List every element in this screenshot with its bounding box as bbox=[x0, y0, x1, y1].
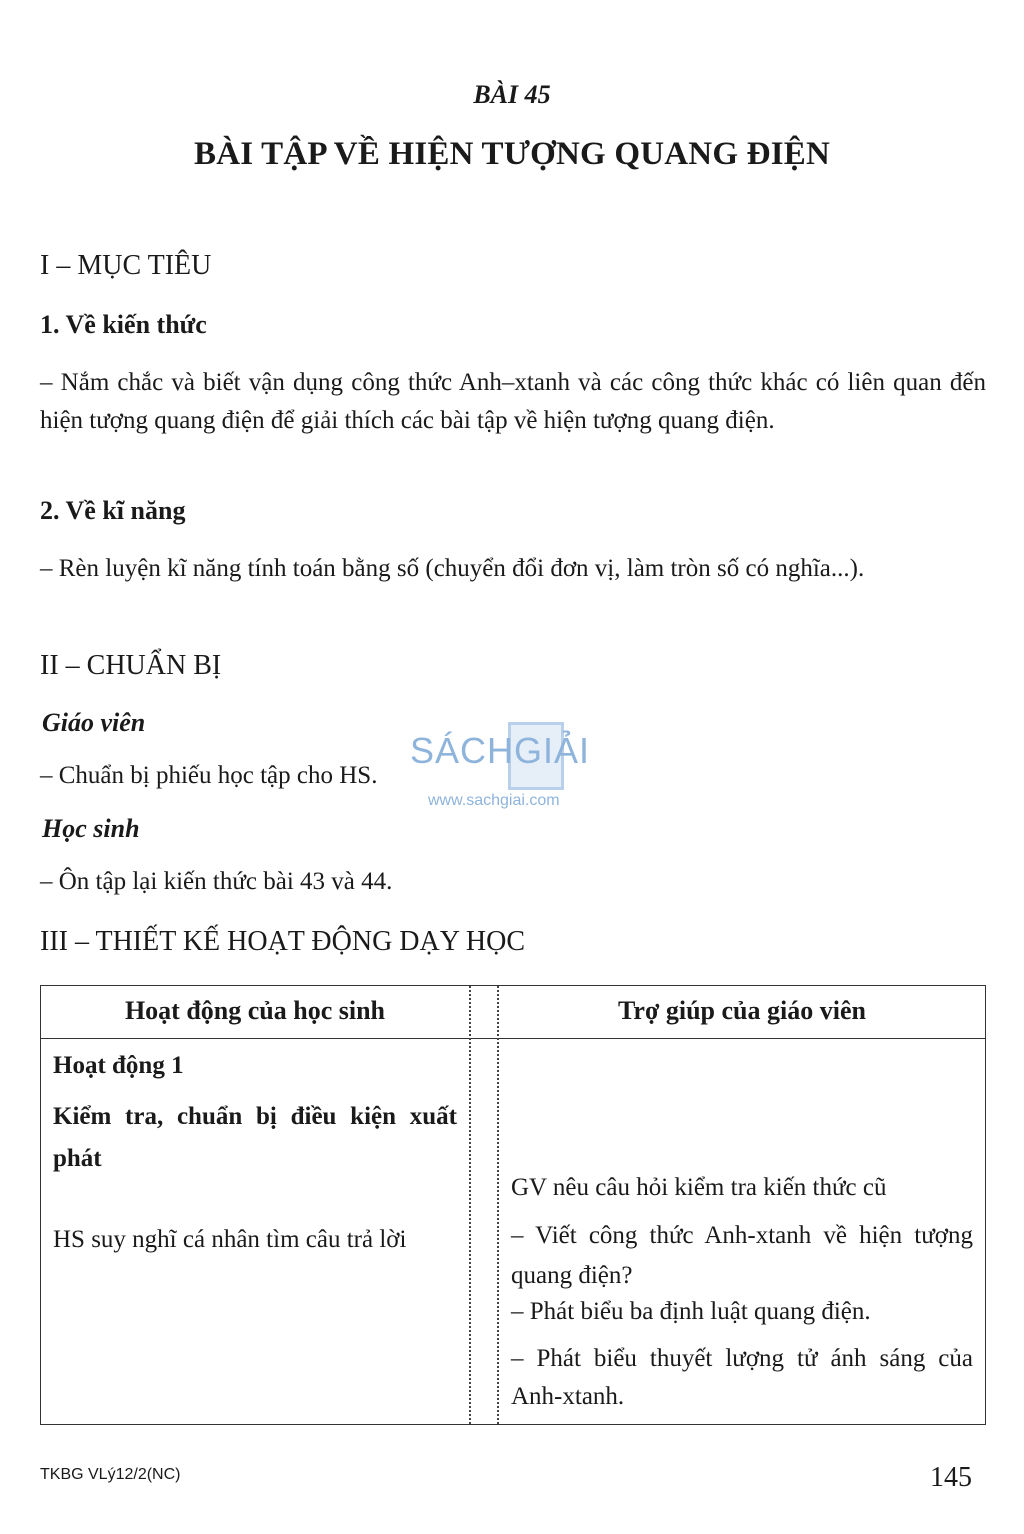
table-column-divider-left bbox=[469, 986, 471, 1424]
knowledge-text: – Nắm chắc và biết vận dụng công thức Anh–xtanh và các công thức khác có liên quan đến hiện tượng quang điện để giải thích các bài tập về hiện tượng quang điện. bbox=[40, 369, 986, 434]
lesson-number: BÀI 45 bbox=[473, 80, 551, 109]
teacher-question-2: – Phát biểu ba định luật quang điện. bbox=[511, 1298, 871, 1325]
student-prep-text: – Ôn tập lại kiến thức bài 43 và 44. bbox=[40, 868, 393, 895]
student-action: HS suy nghĩ cá nhân tìm câu trả lời bbox=[53, 1226, 407, 1253]
teacher-prep-text: – Chuẩn bị phiếu học tập cho HS. bbox=[40, 762, 378, 789]
lesson-title: BÀI TẬP VỀ HIỆN TƯỢNG QUANG ĐIỆN bbox=[194, 136, 830, 172]
table-header-student: Hoạt động của học sinh bbox=[124, 996, 386, 1025]
section-objectives-heading: I – MỤC TIÊU bbox=[40, 250, 212, 281]
teacher-question-3: – Phát biểu thuyết lượng tử ánh sáng của Anh-xtanh. bbox=[511, 1345, 973, 1410]
section-preparation-heading: II – CHUẨN BỊ bbox=[40, 650, 222, 681]
teacher-intro: GV nêu câu hỏi kiểm tra kiến thức cũ bbox=[511, 1174, 887, 1201]
activity-description: Kiểm tra, chuẩn bị điều kiện xuất phát bbox=[53, 1103, 457, 1172]
activity-title: Hoạt động 1 bbox=[53, 1052, 184, 1079]
table-header-teacher: Trợ giúp của giáo viên bbox=[618, 996, 866, 1025]
table-column-divider-right bbox=[497, 986, 499, 1424]
watermark-brand: SÁCHGIẢI bbox=[410, 730, 591, 771]
section-design-heading: III – THIẾT KẾ HOẠT ĐỘNG DẠY HỌC bbox=[40, 926, 526, 957]
page-number: 145 bbox=[930, 1462, 972, 1493]
knowledge-heading: 1. Về kiến thức bbox=[40, 310, 207, 339]
footer-book-code: TKBG VLý12/2(NC) bbox=[40, 1466, 181, 1483]
teacher-heading: Giáo viên bbox=[42, 708, 146, 737]
student-heading: Học sinh bbox=[42, 814, 140, 843]
skills-heading: 2. Về kĩ năng bbox=[40, 496, 186, 525]
teacher-question-1: – Viết công thức Anh-xtanh về hiện tượng quang điện? bbox=[511, 1222, 973, 1289]
skills-text: – Rèn luyện kĩ năng tính toán bằng số (chuyển đổi đơn vị, làm tròn số có nghĩa...). bbox=[40, 555, 865, 582]
activity-table bbox=[40, 985, 986, 1425]
table-header-divider bbox=[41, 1038, 985, 1039]
watermark bbox=[408, 718, 618, 818]
watermark-url: www.sachgiai.com bbox=[428, 792, 560, 809]
